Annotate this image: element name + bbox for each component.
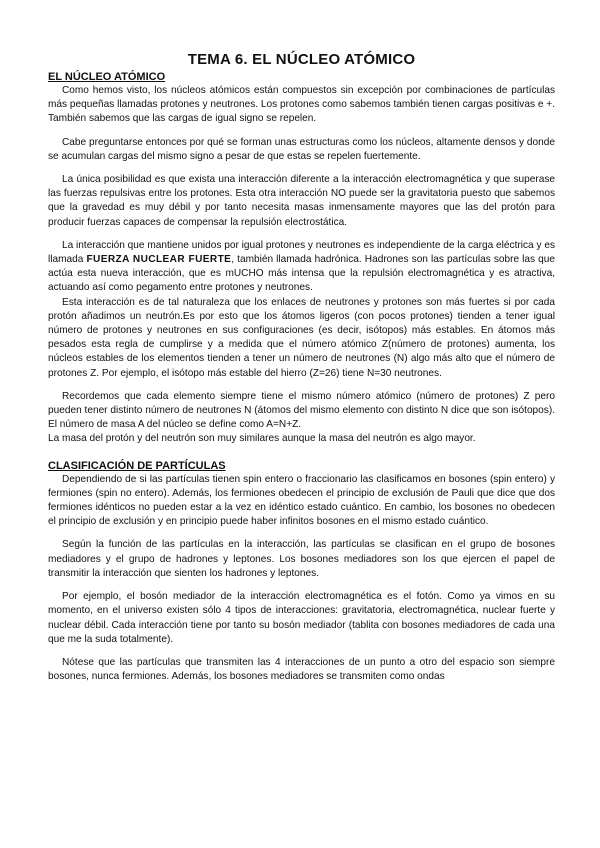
paragraph-text: La interacción que mantiene unidos por igual protones y neutrones es independiente de la carga eléctrica y es llamada xyxy=(48,239,555,266)
paragraph: La única posibilidad es que exista una interacción diferente a la interacción electromagnética y que superase las fuerzas repulsivas entre los protones. Esta otra interacción NO puede ser la gravitatoria puesto que sabemos que la gravedad es muy débil y por tanto necesita masas inmensamente mayores que las del protón para producir fuerzas capaces de compensar la repulsión electrostática. xyxy=(48,174,555,228)
paragraph: Dependiendo de si las partículas tienen spin entero o fraccionario las clasificamos en bosones (spin entero) y fermiones (spin no entero). Además, los fermiones obedecen el principio de exclusión de Pauli que dice que dos fermiones idénticos no pueden estar a la vez en idéntico estado cuántico. En cambio, los bosones no obedecen el principio de exclusión y en principio puede haber infinitos bosones en el mismo estado cuántico. xyxy=(48,473,555,528)
paragraph: Nótese que las partículas que transmiten las 4 interacciones de un punto a otro del espacio son siempre bosones, nunca fermiones. Además, los bosones mediadores se transmiten como ondas xyxy=(48,656,555,683)
paragraph: Por ejemplo, el bosón mediador de la interacción electromagnética es el fotón. Como ya vimos en su momento, en el universo existen sólo 4 tipos de interacciones: gravitatoria, electromagnética, nuclear fuerte y nuclear débil. Cada interacción tiene por tanto su bosón mediador (tablita con bosones mediadores de cada una que me la suda totalmente). xyxy=(48,591,555,645)
section-heading-clasificacion: CLASIFICACIÓN DE PARTÍCULAS xyxy=(48,459,226,472)
paragraph: Esta interacción es de tal naturaleza que los enlaces de neutrones y protones son más fuertes si por cada protón añadimos un neutrón.Es por esto que los átomos ligeros (con pocos protones) tienden a tener igual número de protones y neutrones en sus configuraciones (es decir, isótopos) más estables. En átomos más pesados esta regla de cumplirse y a medida que el número atómico Z(número de protones) aumenta, los núcleos estables de los elementos tienden a tener un número de neutrones (N) algo más alto que el número de protones Z. Por ejemplo, el isótopo más estable del hierro (Z=26) tiene N=30 neutrones. xyxy=(48,296,555,379)
paragraph: Según la función de las partículas en la interacción, las partículas se clasifican en el grupo de bosones mediadores y el grupo de hadrones y leptones. Los bosones mediadores son los que ejercen el papel de transmitir la interacción que sienten los hadrones y leptones. xyxy=(48,539,555,579)
paragraph: Recordemos que cada elemento siempre tiene el mismo número atómico (número de protones) Z pero pueden tener distinto número de neutrones N (átomos del mismo elemento con distinto N dice que son isótopos). El número de masa A del núcleo se define como A=N+Z. xyxy=(48,390,555,431)
section-heading-nucleo: EL NÚCLEO ATÓMICO xyxy=(48,71,166,83)
strong-force-term: FUERZA NUCLEAR FUERTE xyxy=(86,254,232,266)
paragraph: Como hemos visto, los núcleos atómicos están compuestos sin excepción por combinaciones de partículas más pequeñas llamadas protones y neutrones. Los protones como sabemos también tienen cargas positivas e +. También sabemos que las cargas de igual signo se repelen. xyxy=(48,85,555,125)
paragraph: La masa del protón y del neutrón son muy similares aunque la masa del neutrón es algo mayor. xyxy=(48,433,476,445)
page-title: TEMA 6. EL NÚCLEO ATÓMICO xyxy=(187,51,416,68)
paragraph-text: , también llamada hadrónica. Hadrones son las partículas sobre las que actúa esta nueva interacción, que es mUCHO más intensa que la repulsión electromagnética y es atractiva, actuando así como pegamento entre protones y neutrones. xyxy=(48,254,555,294)
paragraph xyxy=(48,239,555,296)
document-content xyxy=(48,50,555,684)
paragraph: Cabe preguntarse entonces por qué se forman unas estructuras como los núcleos, altamente densos y donde se acumulan cargas del mismo signo a pesar de que estas se repelen fuertemente. xyxy=(48,136,555,162)
